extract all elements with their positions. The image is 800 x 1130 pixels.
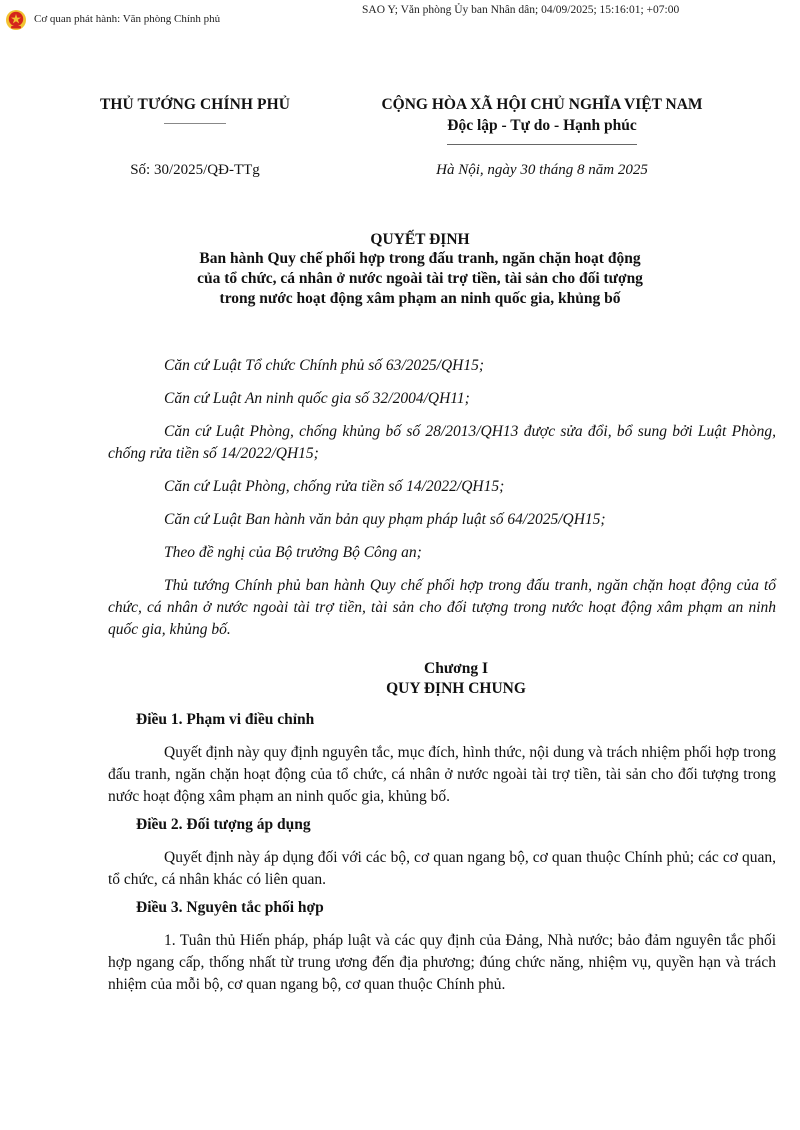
copy-stamp: SAO Y; Văn phòng Ủy ban Nhân dân; 04/09/2025; 15:16:01; +07:00 [362,4,680,16]
preamble-clause: Căn cứ Luật An ninh quốc gia số 32/2004/QH11; [164,390,470,407]
national-title-block [312,96,772,145]
article-heading: Điều 1. Phạm vi điều chỉnh [136,711,315,728]
national-title: CỘNG HÒA XÃ HỘI CHỦ NGHĨA VIỆT NAM [381,96,703,113]
chapter-number: Chương I [424,660,488,677]
document-title-block [100,231,740,309]
authority-divider [164,123,226,124]
preamble-clause: Căn cứ Luật Ban hành văn bản quy phạm pháp luật số 64/2025/QH15; [164,511,606,528]
chapter-title: QUY ĐỊNH CHUNG [386,680,526,697]
preamble-clause: Theo đề nghị của Bộ trưởng Bộ Công an; [164,544,422,561]
preamble-clause: Căn cứ Luật Tổ chức Chính phủ số 63/2025/QH15; [164,357,485,374]
national-motto: Độc lập - Tự do - Hạnh phúc [447,117,637,134]
preamble-clause: Căn cứ Luật Phòng, chống rửa tiền số 14/2022/QH15; [164,478,505,495]
preamble-clause: Căn cứ Luật Phòng, chống khủng bố số 28/2013/QH13 được sửa đổi, bổ sung bởi Luật Phòng, chống rửa tiền số 14/2022/QH15; [108,423,776,462]
article-heading: Điều 2. Đối tượng áp dụng [136,816,311,833]
document-subject-line: Ban hành Quy chế phối hợp trong đấu tranh, ngăn chặn hoạt động [199,250,641,267]
national-emblem-icon [5,9,27,31]
article-heading: Điều 3. Nguyên tắc phối hợp [136,899,324,916]
issuer-label: Cơ quan phát hành: Văn phòng Chính phủ [34,13,221,25]
document-subject-line: trong nước hoạt động xâm phạm an ninh quốc gia, khủng bố [219,290,621,307]
place-date: Hà Nội, ngày 30 tháng 8 năm 2025 [436,162,648,178]
enacting-clause: Thủ tướng Chính phủ ban hành Quy chế phối hợp trong đấu tranh, ngăn chặn hoạt động của tổ chức, cá nhân ở nước ngoài tài trợ tiền, tài sản cho đối tượng trong nước hoạt động xâm phạm an ninh quốc gia, khủng bố. [108,577,776,638]
issuing-authority: THỦ TƯỚNG CHÍNH PHỦ [99,96,291,113]
article-text: 1. Tuân thủ Hiến pháp, pháp luật và các quy định của Đảng, Nhà nước; bảo đảm nguyên tắc phối hợp ngang cấp, thống nhất từ trung ương đến địa phương; đúng chức năng, nhiệm vụ, quyền hạn và trách nhiệm của mỗi bộ, cơ quan ngang bộ, cơ quan thuộc Chính phủ. [108,932,776,993]
article-text: Quyết định này quy định nguyên tắc, mục đích, hình thức, nội dung và trách nhiệm phối hợp trong đấu tranh, ngăn chặn hoạt động của tổ chức, cá nhân ở nước ngoài tài trợ tiền, tài sản cho đối tượng trong nước hoạt động xâm phạm an ninh quốc gia, khủng bố. [108,744,776,805]
motto-divider [447,144,637,145]
article-text: Quyết định này áp dụng đối với các bộ, cơ quan ngang bộ, cơ quan thuộc Chính phủ; các cơ quan, tổ chức, cá nhân khác có liên quan. [108,849,776,888]
document-number: Số: 30/2025/QĐ-TTg [130,162,260,178]
document-header-bar [0,0,800,40]
document-subject-line: của tổ chức, cá nhân ở nước ngoài tài trợ tiền, tài sản cho đối tượng [197,270,643,287]
document-type: QUYẾT ĐỊNH [370,231,470,248]
document-body [108,355,776,996]
issuing-authority-block [90,96,300,124]
